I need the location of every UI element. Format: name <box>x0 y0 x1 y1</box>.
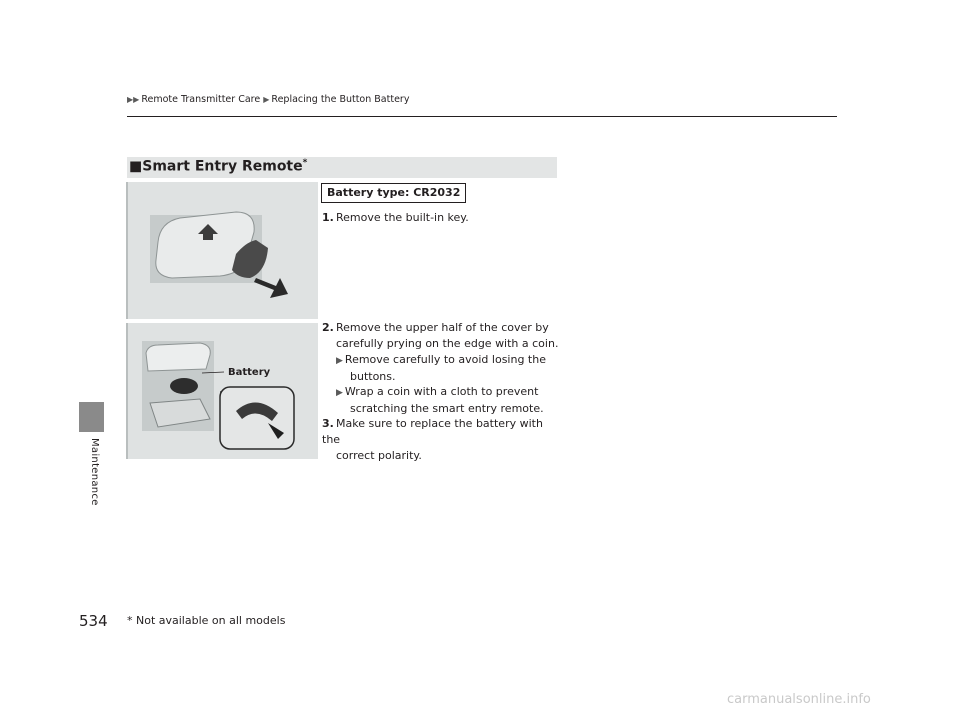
figure-remove-key <box>126 182 318 319</box>
page-number: 534 <box>79 612 108 630</box>
step-2: 2. Remove the upper half of the cover by carefully prying on the edge with a coin. <box>322 321 559 350</box>
figure-battery <box>126 323 318 459</box>
note-arrow-icon: ▶ <box>336 356 343 366</box>
chapter-tab <box>79 402 104 432</box>
header-divider <box>127 116 837 117</box>
watermark: carmanualsonline.info <box>727 692 871 707</box>
breadcrumb-arrow-icon: ▶ <box>263 95 270 104</box>
step-1: 1. Remove the built-in key. <box>322 211 469 224</box>
chapter-label: Maintenance <box>89 438 100 506</box>
battery-illustration <box>128 323 318 459</box>
step-2-note-1: ▶ Remove carefully to avoid losing the buttons. <box>336 353 546 383</box>
battery-callout-label: Battery <box>228 367 271 378</box>
step-3: 3. Make sure to replace the battery with the correct polarity. <box>322 417 543 462</box>
note-arrow-icon: ▶ <box>336 388 343 398</box>
remote-key-illustration <box>128 182 318 319</box>
breadcrumb <box>127 94 409 105</box>
section-title-text: Smart Entry Remote <box>142 158 303 175</box>
section-title <box>129 158 307 175</box>
footnote: * Not available on all models <box>127 614 286 627</box>
breadcrumb-arrow-icon: ▶▶ <box>127 95 140 104</box>
breadcrumb-item-2[interactable]: Replacing the Button Battery <box>271 94 410 105</box>
section-square-icon: ■ <box>129 158 143 175</box>
breadcrumb-item-1[interactable]: Remote Transmitter Care <box>141 94 261 105</box>
footnote-mark: * <box>302 158 308 168</box>
battery-type-badge: Battery type: CR2032 <box>321 183 466 203</box>
step-2-note-2: ▶ Wrap a coin with a cloth to prevent scratching the smart entry remote. <box>336 385 544 415</box>
